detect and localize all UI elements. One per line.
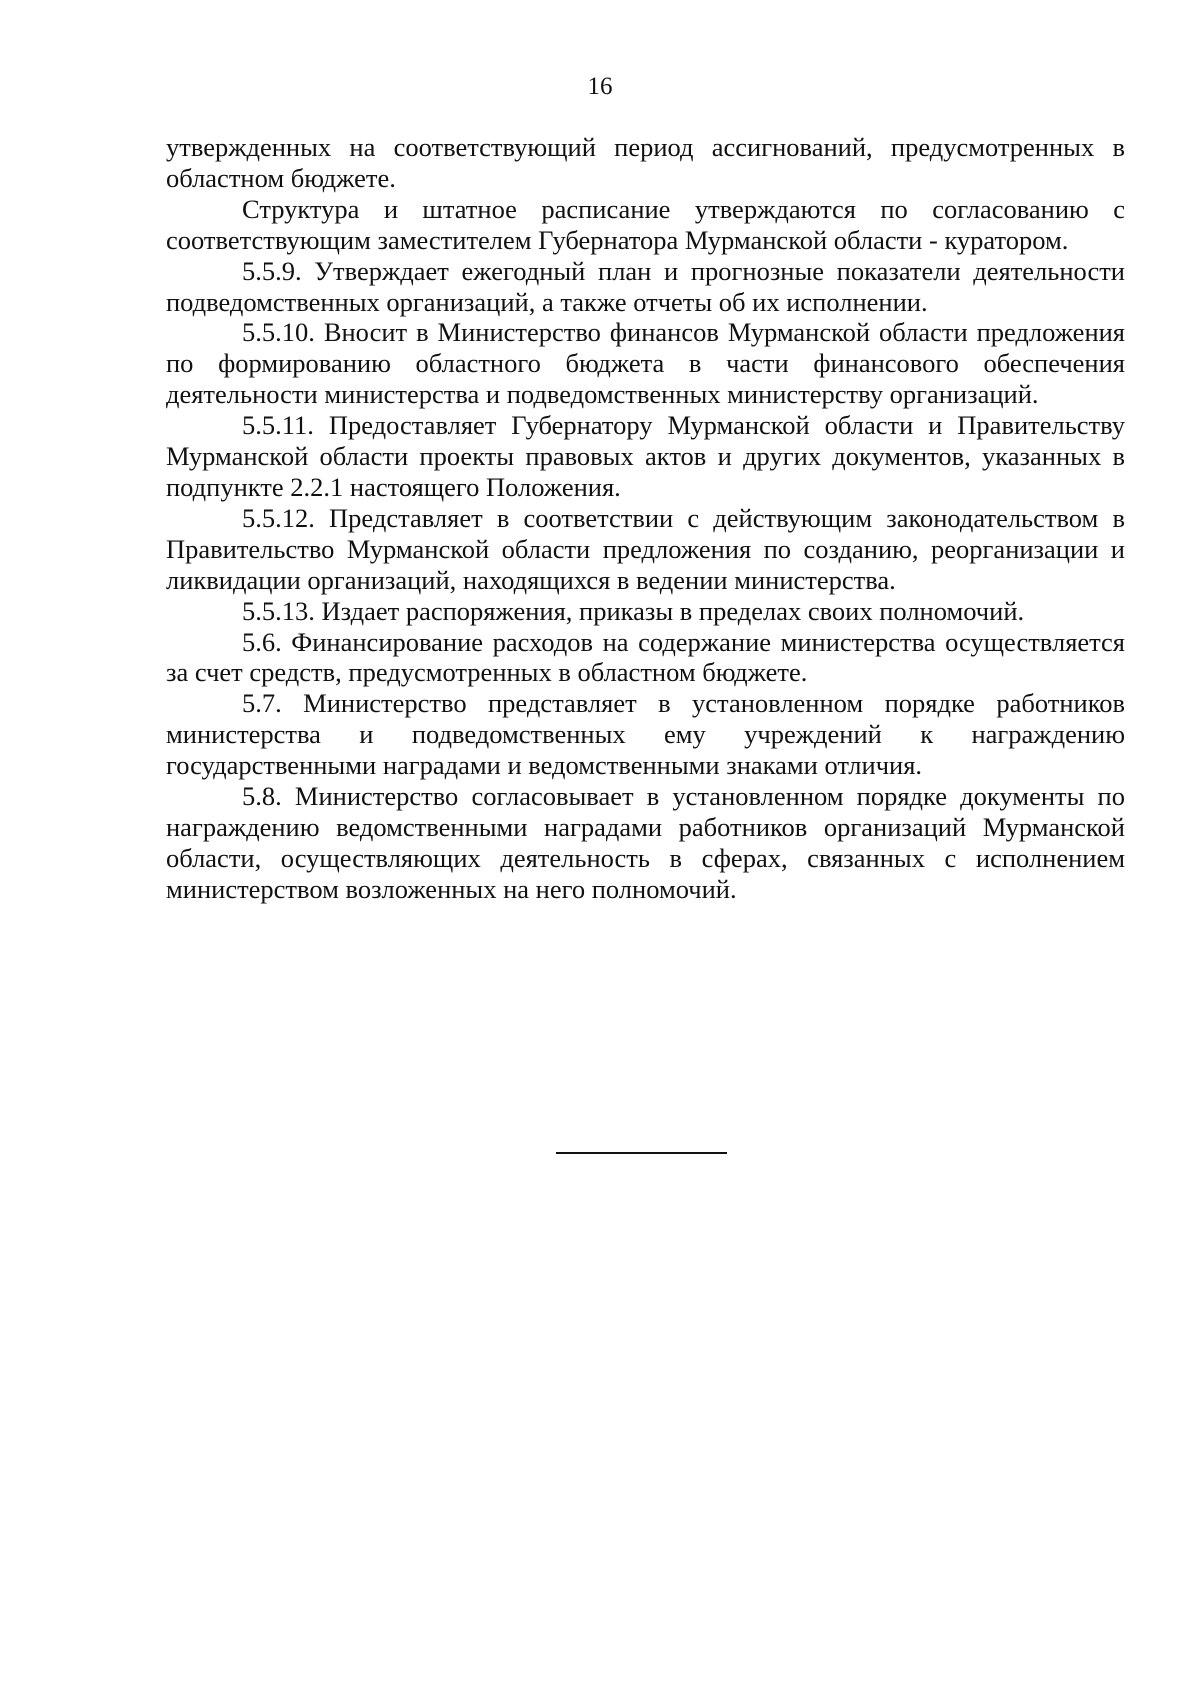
end-of-document-rule: [556, 1152, 727, 1154]
paragraph-5-7: 5.7. Министерство представляет в установленном порядке работников министерства и подведомственных ему учреждений к награждению государственными наградами и ведомственными знаками отличия.: [166, 688, 1125, 781]
paragraph-5-5-11: 5.5.11. Предоставляет Губернатору Мурманской области и Правительству Мурманской области проекты правовых актов и других документов, указанных в подпункте 2.2.1 настоящего Положения.: [166, 410, 1125, 502]
paragraph-structure-staffing: Структура и штатное расписание утверждаются по согласованию с соответствующим заместителем Губернатора Мурманской области - куратором.: [166, 193, 1125, 255]
paragraph-5-8: 5.8. Министерство согласовывает в установленном порядке документы по награждению ведомственными наградами работников организаций Мурманской области, осуществляющих деятельность в сферах, связанных с исполнением министерством возложенных на него полномочий.: [166, 781, 1125, 904]
paragraph-5-5-13: 5.5.13. Издает распоряжения, приказы в пределах своих полномочий.: [242, 595, 1025, 626]
document-body: [166, 132, 1125, 905]
paragraph-continuation: утвержденных на соответствующий период ассигнований, предусмотренных в областном бюджете.: [166, 132, 1125, 193]
paragraph-5-5-9: 5.5.9. Утверждает ежегодный план и прогнозные показатели деятельности подведомственных организаций, а также отчеты об их исполнении.: [166, 255, 1125, 317]
page-number: 16: [587, 73, 613, 100]
paragraph-5-6: 5.6. Финансирование расходов на содержание министерства осуществляется за счет средств, предусмотренных в областном бюджете.: [166, 626, 1125, 688]
paragraph-5-5-12: 5.5.12. Представляет в соответствии с действующим законодательством в Правительство Мурманской области предложения по созданию, реорганизации и ликвидации организаций, находящихся в ведении министерства.: [166, 502, 1125, 595]
paragraph-5-5-10: 5.5.10. Вносит в Министерство финансов Мурманской области предложения по формированию областного бюджета в части финансового обеспечения деятельности министерства и подведомственных министерству организаций.: [166, 317, 1125, 410]
